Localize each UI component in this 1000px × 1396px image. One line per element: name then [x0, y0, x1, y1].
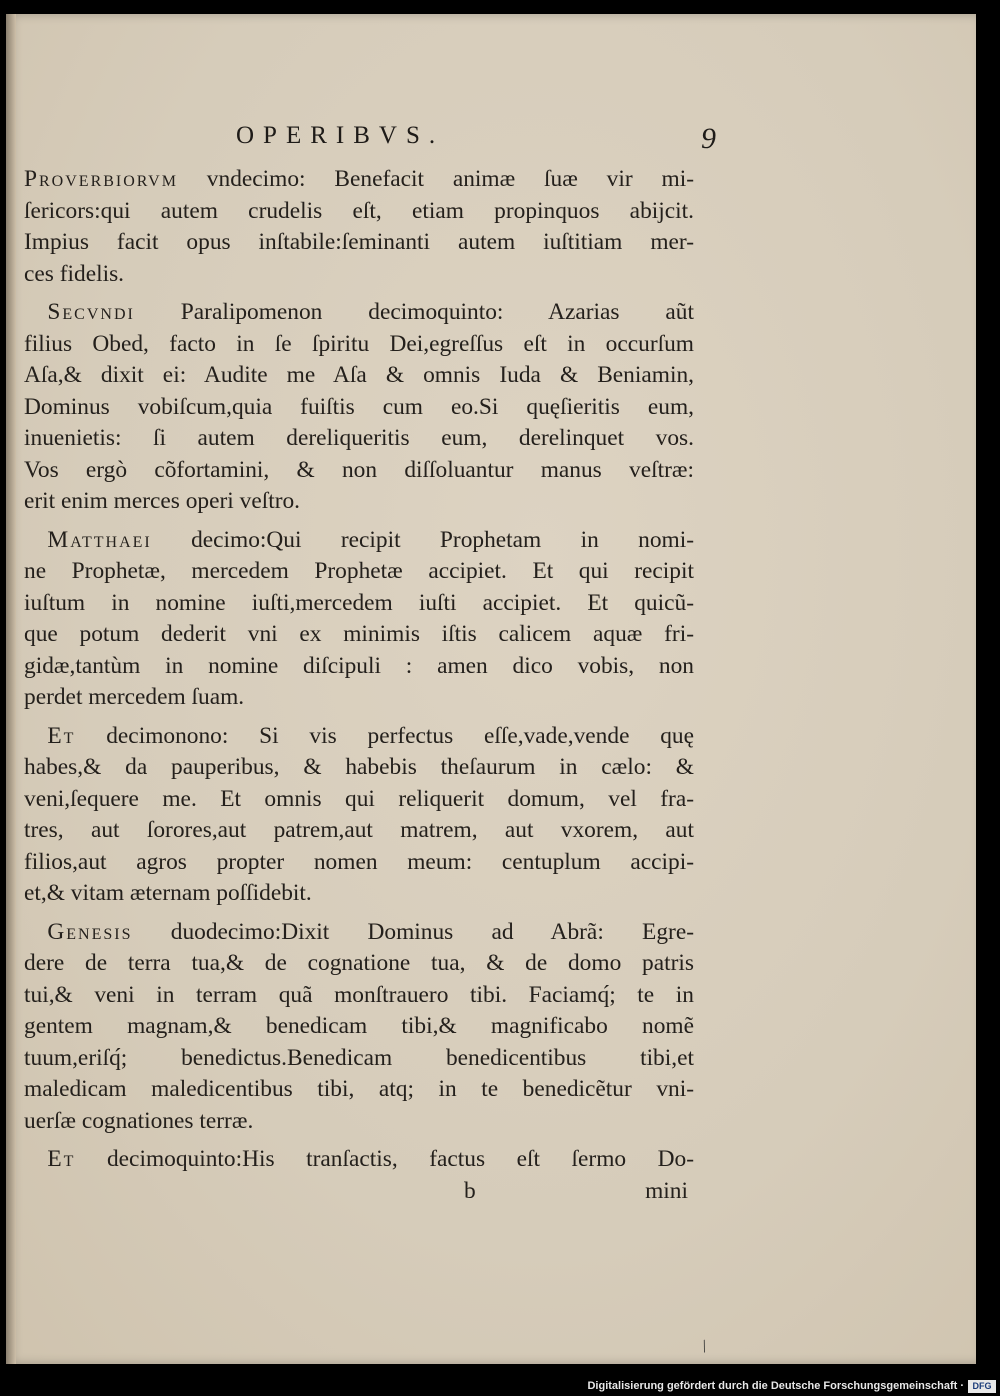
body-text — [24, 164, 694, 1207]
text-line: maledicam maledicentibus tibi, atq; in te benedicẽtur vni- — [24, 1076, 694, 1102]
text-line: filios,aut agros propter nomen meum: centuplum accipi- — [24, 848, 694, 875]
text-line: Et decimoquinto:His tranſactis, factus eſt ſermo Do- — [47, 1146, 694, 1172]
running-head: OPERIBVS. — [236, 122, 445, 149]
text-line: Vos ergò cõfortamini, & non diſſoluantur manus veſtræ: — [24, 456, 694, 483]
text-line: Dominus vobiſcum,quia fuiſtis cum eo.Si quęſieritis eum, — [24, 393, 694, 420]
text-line: tres, aut ſorores,aut patrem,aut matrem, aut vxorem, aut — [24, 817, 694, 843]
text-line: Impius facit opus inſtabile:ſeminanti autem iuſtitiam mer- — [24, 229, 694, 255]
text-line: veni,ſequere me. Et omnis qui reliquerit domum, vel fra- — [24, 785, 694, 812]
signature-mark: b — [464, 1177, 476, 1204]
page-gutter-shadow — [6, 14, 16, 1364]
page-number: 9 — [701, 122, 716, 155]
text-line: et,& vitam æternam poſſidebit. — [24, 880, 312, 906]
catchword: mini — [645, 1177, 688, 1204]
text-line: filius Obed, facto in ſe ſpiritu Dei,egreſſus eſt in occurſum — [24, 330, 694, 357]
paragraph-lead: Genesis — [47, 918, 133, 945]
text-line: perdet mercedem ſuam. — [24, 684, 245, 710]
paragraph-lead: Et — [47, 1146, 76, 1172]
text-line: inuenietis: ſi autem dereliqueritis eum, derelinquet vos. — [24, 425, 694, 451]
text-line: que potum dederit vni ex minimis iſtis calicem aquæ fri- — [24, 621, 694, 647]
digitization-credit: Digitalisierung gefördert durch die Deutsche Forschungsgemeinschaft · — [587, 1380, 964, 1392]
ink-mark: / — [698, 1335, 711, 1357]
text-line: Aſa,& dixit ei: Audite me Aſa & omnis Iuda & Beniamin, — [24, 362, 694, 388]
paragraph-lead: Secvndi — [47, 299, 135, 325]
text-line: ſericors:qui autem crudelis eſt, etiam propinquos abijcit. — [24, 197, 694, 224]
text-line: uerſæ cognationes terræ. — [24, 1107, 254, 1134]
dfg-logo: DFG — [968, 1380, 996, 1393]
text-line: tui,& veni in terram quã monſtrauero tibi. Faciamq́; te in — [24, 981, 694, 1008]
paragraph-lead: Proverbiorvm — [24, 166, 178, 192]
text-line: habes,& da pauperibus, & habebis theſaurum in cælo: & — [24, 754, 694, 780]
text-line: Matthaei decimo:Qui recipit Prophetam in nomi- — [47, 526, 694, 553]
paragraph-lead: Matthaei — [47, 526, 152, 553]
text-line: gentem magnam,& benedicam tibi,& magnificabo nomẽ — [24, 1013, 694, 1039]
text-line: Genesis duodecimo:Dixit Dominus ad Abrã: Egre- — [47, 918, 694, 945]
text-line: ne Prophetæ, mercedem Prophetæ accipiet. Et qui recipit — [24, 558, 694, 584]
paragraph-lead: Et — [47, 722, 76, 749]
page-header — [226, 122, 716, 162]
text-line: erit enim merces operi veſtro. — [24, 488, 301, 514]
text-line: Proverbiorvm vndecimo: Benefacit animæ ſuæ vir mi- — [24, 166, 694, 192]
text-line: tuum,eriſq́; benedictus.Benedicam benedicentibus tibi,et — [24, 1044, 694, 1071]
text-line: gidæ,tantùm in nomine diſcipuli : amen dico vobis, non — [24, 652, 694, 679]
text-line: Secvndi Paralipomenon decimoquinto: Azarias aũt — [47, 299, 694, 325]
text-line: iuſtum in nomine iuſti,mercedem iuſti accipiet. Et quicũ- — [24, 589, 694, 616]
text-line: Et decimonono: Si vis perfectus eſſe,vade,vende quę — [47, 722, 694, 749]
text-line: ces fidelis. — [24, 260, 125, 287]
text-line: dere de terra tua,& de cognatione tua, & de domo patris — [24, 950, 694, 976]
book-page — [6, 14, 976, 1364]
page-footer — [24, 1176, 694, 1208]
